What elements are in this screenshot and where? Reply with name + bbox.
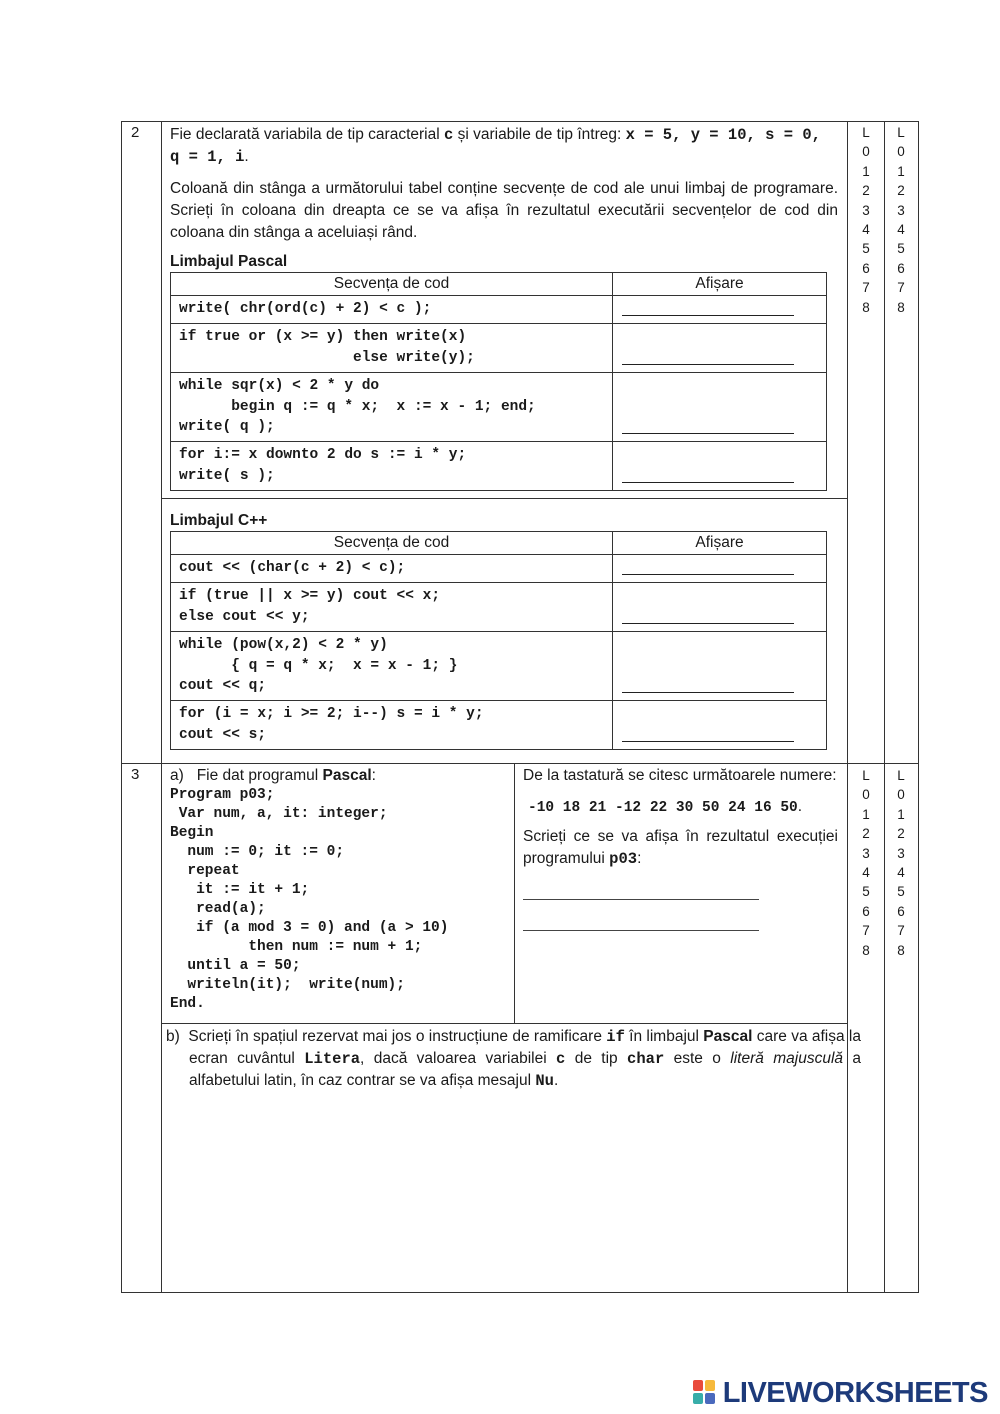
cpp-code-table (170, 531, 827, 750)
pascal-answer-2[interactable] (613, 324, 827, 373)
pascal-code-3: while sqr(x) < 2 * y do begin q := q * x; x := x - 1; end; write( q ); (171, 373, 613, 442)
cpp-section-title: Limbajul C++ (170, 512, 268, 529)
pascal-section-title: Limbajul Pascal (170, 253, 288, 270)
score-column-q3-2[interactable]: L 0 1 2 3 4 5 6 7 8 (897, 768, 905, 958)
pascal-header-output: Afișare (613, 273, 827, 296)
pascal-code-4: for i:= x downto 2 do s := i * y; write( s ); (171, 442, 613, 491)
score-column-q2-2[interactable]: L 0 1 2 3 4 5 6 7 8 (897, 125, 905, 315)
cpp-code-3: while (pow(x,2) < 2 * y) { q = q * x; x = x - 1; } cout << q; (171, 632, 613, 701)
pascal-header-code: Secvența de cod (171, 273, 613, 296)
cpp-answer-3[interactable] (613, 632, 827, 701)
pascal-code-2: if true or (x >= y) then write(x) else write(y); (171, 324, 613, 373)
pascal-program-p03: Program p03; Var num, a, it: integer; Begin num := 0; it := 0; repeat it := it + 1; read(a); if (a mod 3 = 0) and (a > 10) then num := num + 1; until a = 50; writeln(it); write(num); End. (170, 787, 449, 1012)
cpp-code-2: if (true || x >= y) cout << x; else cout << y; (171, 583, 613, 632)
question-number-3: 3 (131, 766, 140, 783)
q3a-heading: a) Fie dat programul Pascal: (170, 767, 376, 784)
answer-line-1[interactable] (523, 899, 759, 900)
score-column-q3-1[interactable]: L 0 1 2 3 4 5 6 7 8 (862, 768, 870, 958)
pascal-code-table (170, 272, 827, 491)
cpp-code-1: cout << (char(c + 2) < c); (171, 555, 613, 583)
q3b-answer-area[interactable] (170, 1100, 840, 1285)
liveworksheets-logo: LIVEWORKSHEETS (722, 1377, 988, 1409)
cpp-header-output: Afișare (613, 532, 827, 555)
cpp-answer-1[interactable] (613, 555, 827, 583)
cpp-answer-4[interactable] (613, 701, 827, 750)
q3-task: Scrieți ce se va afișa în rezultatul execuției programului p03: (523, 828, 838, 868)
input-intro: De la tastatură se citesc următoarele numere: (523, 767, 837, 784)
pascal-answer-1[interactable] (613, 296, 827, 324)
answer-line-2[interactable] (523, 930, 759, 931)
cpp-answer-2[interactable] (613, 583, 827, 632)
input-numbers: -10 18 21 -12 22 30 50 24 16 50. (528, 798, 803, 816)
liveworksheets-logo-icon (693, 1380, 715, 1404)
pascal-answer-4[interactable] (613, 442, 827, 491)
q2-intro: Fie declarată variabila de tip caracterial c și variabile de tip întreg: x = 5, y = 10, s = 0, q = 1, i. (170, 126, 821, 166)
q3b-text: b) Scrieți în spațiul rezervat mai jos o instrucțiune de ramificare if în limbajul Pascal care va afișa la ecran cuvântul Litera, dacă valoarea variabilei c de tip char este o literă majusculă a alfabetului latin, în caz contrar se va afișa mesajul Nu. (166, 1028, 861, 1090)
pascal-code-1: write( chr(ord(c) + 2) < c ); (171, 296, 613, 324)
question-number-2: 2 (131, 124, 140, 141)
cpp-code-4: for (i = x; i >= 2; i--) s = i * y; cout << s; (171, 701, 613, 750)
cpp-header-code: Secvența de cod (171, 532, 613, 555)
q2-instructions: Coloană din stânga a următorului tabel conține secvențe de cod ale unui limbaj de programare. Scrieți în coloana din dreapta ce se va afișa în rezultatul executării secvențelor de cod din coloana din stânga a aceluiași rând. (170, 180, 838, 241)
score-column-q2-1[interactable]: L 0 1 2 3 4 5 6 7 8 (862, 125, 870, 315)
pascal-answer-3[interactable] (613, 373, 827, 442)
